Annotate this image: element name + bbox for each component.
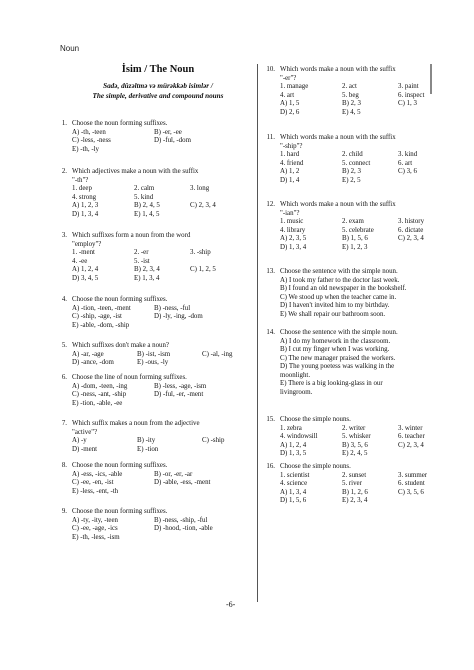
answer-options <box>72 249 257 283</box>
question <box>260 201 440 252</box>
answer-option: 1. music <box>280 218 304 225</box>
option-row <box>280 177 440 186</box>
option-row <box>72 437 257 446</box>
option-row <box>72 211 257 220</box>
answer-options <box>72 129 257 155</box>
question-number: 6. <box>61 374 67 381</box>
answer-options <box>280 218 440 252</box>
option-row <box>280 489 440 498</box>
answer-option: 2. sunset <box>342 471 367 479</box>
question <box>52 120 257 154</box>
answer-option: C) -ee, -age, -ics <box>72 525 118 532</box>
option-row <box>72 359 257 368</box>
question <box>52 462 257 496</box>
answer-option: B) 2, 4, 5 <box>134 202 160 209</box>
answer-option: E) 2, 4, 5 <box>342 450 368 457</box>
option-row <box>72 313 257 322</box>
answer-option: B) I cut my finger when I was working. <box>280 346 390 353</box>
answer-options <box>72 471 257 497</box>
question-number: 8. <box>61 462 67 469</box>
option-row <box>72 266 257 275</box>
option-row <box>280 235 440 244</box>
question-stem <box>260 134 440 151</box>
question-text <box>72 374 257 383</box>
answer-options <box>280 151 440 185</box>
question-text <box>280 416 440 425</box>
question-text-line: "-er"? <box>280 74 297 82</box>
answer-options <box>280 338 440 398</box>
option-row <box>280 372 440 381</box>
question-number: 12. <box>266 201 275 208</box>
option-row <box>72 400 257 409</box>
answer-option: C) 1, 2, 5 <box>190 266 216 273</box>
answer-option: D) -hood, -tion, -able <box>154 525 213 532</box>
answer-option: E) 1, 4, 5 <box>134 210 160 218</box>
answer-option: E) -able, -dom, -ship <box>72 321 130 329</box>
answer-option: 2. act <box>342 83 357 90</box>
question-text-line: "-ian"? <box>280 209 300 217</box>
answer-options <box>72 185 257 219</box>
option-row <box>280 355 440 364</box>
answer-option: D) -ance, -dom <box>72 359 114 366</box>
question <box>52 168 257 219</box>
answer-option: A) I do my homework in the classroom. <box>280 337 391 345</box>
question-text-line: Which words make a noun with the suffix <box>280 134 396 141</box>
answer-option: 3. winter <box>398 424 423 432</box>
answer-option: 6. inspect <box>398 91 425 99</box>
question-number: 5. <box>61 342 67 349</box>
answer-option: 3. kind <box>398 151 418 158</box>
question-number: 4. <box>61 296 67 303</box>
option-row <box>280 160 440 169</box>
question-number: 7. <box>61 420 67 427</box>
question-number: 15. <box>266 416 275 423</box>
option-row <box>280 109 440 118</box>
answer-option: 3. -ship <box>190 249 211 256</box>
question-text <box>72 342 257 351</box>
question-stem <box>52 508 257 517</box>
question-text <box>280 463 440 472</box>
question-text-line: Choose the noun forming suffixes. <box>72 462 168 469</box>
question-stem <box>260 201 440 218</box>
answer-option: 5. -ist <box>134 257 150 265</box>
option-row <box>72 305 257 314</box>
question-text-line: Choose the noun forming suffixes. <box>72 296 168 303</box>
option-row <box>72 202 257 211</box>
option-row <box>280 346 440 355</box>
answer-option: D) 1, 3, 4 <box>280 243 307 251</box>
answer-option: A) -th, -teen <box>72 128 106 136</box>
subtitle-line: The simple, derivative and compound nouns <box>92 91 224 100</box>
question-text-line: Which suffix makes a noun from the adjective <box>72 420 200 427</box>
column-divider <box>257 64 258 602</box>
option-row <box>72 249 257 258</box>
answer-option: 2. child <box>342 151 363 158</box>
answer-option: B) 2, 3 <box>342 100 361 107</box>
answer-option: 4. -ee <box>72 257 88 265</box>
answer-options <box>280 472 440 506</box>
answer-option: E) There is a big looking-glass in our <box>280 380 383 387</box>
answer-option: A) 1, 2, 4 <box>72 266 99 273</box>
answer-option: D) 1, 4 <box>280 176 300 184</box>
question-stem <box>260 329 440 338</box>
option-row <box>72 534 257 543</box>
answer-option: 1. zebra <box>280 424 302 432</box>
answer-options <box>72 351 257 368</box>
question <box>52 374 257 408</box>
question-text-line: Choose the line of noun forming suffixes. <box>72 374 187 381</box>
answer-option: E) -tion <box>137 445 159 453</box>
answer-option: C) We stood up when the teacher came in. <box>280 293 397 301</box>
question-stem <box>52 232 257 249</box>
answer-option: B) -ist, -ism <box>137 350 171 358</box>
question-number: 2. <box>61 168 67 175</box>
option-row <box>280 433 440 442</box>
option-row <box>280 218 440 227</box>
answer-option: C) -less, -ness <box>72 137 111 144</box>
answer-option: A) -tion, -teen, -ment <box>72 304 131 312</box>
question <box>52 420 257 454</box>
answer-option: D) -ful, -dom <box>154 137 191 144</box>
answer-option: B) 1, 2, 6 <box>342 488 368 496</box>
option-row <box>280 100 440 109</box>
answer-option: E) -tion, -able, -ee <box>72 399 123 407</box>
answer-option: C) -ship <box>202 437 225 444</box>
answer-options <box>280 277 440 320</box>
answer-option: A) 1, 2, 3 <box>72 202 99 209</box>
answer-option: A) 1, 5 <box>280 100 300 107</box>
answer-option: B) -ness, -ful <box>154 304 191 312</box>
answer-option: B) 3, 5, 6 <box>342 441 368 449</box>
answer-options <box>280 425 440 459</box>
answer-option: moonlight. <box>280 371 311 379</box>
question-number: 16. <box>266 463 275 470</box>
option-row <box>72 525 257 534</box>
answer-option: 3. history <box>398 218 425 225</box>
option-row <box>280 450 440 459</box>
question-stem <box>260 463 440 472</box>
question-number: 14. <box>266 329 275 336</box>
option-row <box>72 258 257 267</box>
option-row <box>280 83 440 92</box>
question-text <box>280 201 440 218</box>
answer-option: E) 1, 3, 4 <box>134 274 160 282</box>
option-row <box>72 517 257 526</box>
answer-option: A) 1, 2, 4 <box>280 441 307 449</box>
question-stem <box>260 416 440 425</box>
answer-option: 3. summer <box>398 471 428 479</box>
answer-option: D) The young poetess was walking in the <box>280 363 395 370</box>
question-text-line: "active"? <box>72 428 98 436</box>
answer-option: A) -ess, -ics, -able <box>72 470 123 478</box>
answer-option: B) -er, -ee <box>154 128 182 136</box>
running-header: Noun <box>60 44 80 53</box>
question <box>260 134 440 185</box>
answer-option: E) -less, -ent, -th <box>72 487 119 495</box>
answer-option: A) -y <box>72 437 87 444</box>
answer-option: 5. river <box>342 480 362 487</box>
question-text <box>280 66 440 83</box>
answer-option: B) I found an old newspaper in the bookshelf. <box>280 285 407 292</box>
answer-option: B) -less, -age, -ism <box>154 382 207 390</box>
question-stem <box>52 168 257 185</box>
option-row <box>72 322 257 331</box>
question-text <box>72 296 257 305</box>
question-number: 13. <box>266 268 275 275</box>
question-stem <box>52 296 257 305</box>
answer-option: E) -th, -ly <box>72 145 99 153</box>
answer-option: C) 1, 3 <box>398 100 417 107</box>
answer-option: E) -ous, -ly <box>137 359 169 366</box>
answer-option: C) 2, 3, 4 <box>190 202 216 209</box>
answer-option: D) 2, 6 <box>280 108 300 116</box>
answer-option: D) -ful, -er, -ment <box>154 391 204 398</box>
answer-option: B) 1, 5, 6 <box>342 235 368 242</box>
answer-options <box>72 305 257 331</box>
answer-options <box>280 83 440 117</box>
option-row <box>280 92 440 101</box>
option-row <box>280 302 440 311</box>
option-row <box>72 275 257 284</box>
subtitle-line: Sadə, düzəltmə və mürəkkəb isimlər / <box>103 82 213 90</box>
question-text <box>72 168 257 185</box>
answer-option: B) 2, 3 <box>342 168 361 175</box>
page-subtitle <box>60 82 256 101</box>
answer-option: 4. art <box>280 91 295 99</box>
option-row <box>280 389 440 398</box>
question-stem <box>260 268 440 277</box>
answer-option: D) 1, 5, 6 <box>280 497 307 504</box>
question <box>52 232 257 283</box>
answer-option: E) -th, -less, -ism <box>72 533 120 541</box>
question-text-line: "employ"? <box>72 240 102 248</box>
answer-option: C) -ee, -en, -ist <box>72 479 114 486</box>
answer-options <box>72 517 257 543</box>
option-row <box>280 285 440 294</box>
option-row <box>280 442 440 451</box>
option-row <box>280 425 440 434</box>
page-number: -6- <box>226 600 236 609</box>
answer-option: 1. deep <box>72 185 92 192</box>
answer-option: 1. -ment <box>72 249 95 256</box>
answer-option: 1. manage <box>280 83 309 90</box>
answer-option: 2. calm <box>134 185 155 192</box>
question-number: 9. <box>61 508 67 515</box>
question-text <box>72 508 257 517</box>
answer-option: 6. student <box>398 480 425 487</box>
question <box>260 463 440 506</box>
answer-option: E) 2, 5 <box>342 176 361 184</box>
option-row <box>280 151 440 160</box>
question <box>260 329 440 397</box>
option-row <box>72 185 257 194</box>
option-row <box>280 363 440 372</box>
answer-option: 4. library <box>280 226 306 234</box>
option-row <box>72 471 257 480</box>
answer-option: A) -ar, -age <box>72 350 104 358</box>
option-row <box>280 497 440 506</box>
answer-option: D) 1, 3, 4 <box>72 210 99 218</box>
question-text-line: Which words make a noun with the suffix <box>280 201 396 208</box>
question <box>260 416 440 459</box>
option-row <box>280 227 440 236</box>
answer-option: 1. scientist <box>280 471 310 479</box>
question-number: 11. <box>266 134 275 141</box>
question-text <box>72 462 257 471</box>
answer-option: C) 2, 3, 4 <box>398 235 424 242</box>
option-row <box>72 391 257 400</box>
answer-option: 5. connect <box>342 159 371 167</box>
question-stem <box>52 374 257 383</box>
answer-option: A) 2, 3, 5 <box>280 235 307 242</box>
question-stem <box>52 120 257 129</box>
option-row <box>72 479 257 488</box>
answer-option: A) I took my father to the doctor last week. <box>280 276 400 284</box>
question-text-line: Which suffixes form a noun from the word <box>72 232 191 239</box>
answer-option: 3. paint <box>398 83 419 90</box>
option-row <box>280 472 440 481</box>
option-row <box>280 480 440 489</box>
option-row <box>72 446 257 455</box>
answer-option: 5. celebrate <box>342 226 374 234</box>
answer-option: A) -ty, -ity, -teen <box>72 516 118 524</box>
question-stem <box>52 342 257 351</box>
question-text <box>280 329 440 338</box>
option-row <box>72 194 257 203</box>
question-stem <box>52 420 257 437</box>
answer-option: E) 1, 2, 3 <box>342 243 368 251</box>
answer-option: 6. dictate <box>398 226 424 234</box>
answer-option: B) -ity <box>137 437 156 444</box>
option-row <box>280 380 440 389</box>
answer-option: 4. friend <box>280 159 304 167</box>
answer-option: 2. -er <box>134 249 149 256</box>
question-text <box>280 134 440 151</box>
question-text-line: "-ship"? <box>280 142 303 150</box>
answer-option: D) 1, 3, 5 <box>280 450 307 457</box>
question-text-line: Which suffixes don't make a noun? <box>72 342 169 349</box>
answer-option: D) I haven't invited him to my birthday. <box>280 302 390 309</box>
answer-option: A) 1, 2 <box>280 168 300 175</box>
answer-option: E) 2, 3, 4 <box>342 497 368 504</box>
question-text <box>72 420 257 437</box>
answer-option: A) 1, 3, 4 <box>280 488 307 496</box>
answer-options <box>72 437 257 454</box>
question <box>260 66 440 117</box>
answer-option: 6. art <box>398 159 413 167</box>
question <box>52 508 257 542</box>
answer-option: 1. hard <box>280 151 300 158</box>
answer-option: B) 2, 3, 4 <box>134 266 160 273</box>
answer-option: C) 3, 5, 6 <box>398 488 424 496</box>
answer-option: 5. beg <box>342 91 359 99</box>
answer-option: C) The new manager praised the workers. <box>280 354 396 362</box>
answer-option: E) 4, 5 <box>342 108 361 116</box>
question <box>52 342 257 368</box>
question-number: 3. <box>61 232 67 239</box>
question-text-line: Choose the simple nouns. <box>280 416 351 423</box>
answer-option: 6. teacher <box>398 433 425 440</box>
answer-option: 4. windowsill <box>280 433 318 440</box>
question-number: 10. <box>266 66 275 73</box>
answer-option: 2. exam <box>342 218 364 225</box>
option-row <box>280 168 440 177</box>
question-text-line: Which words make a noun with the suffix <box>280 66 396 73</box>
option-row <box>72 488 257 497</box>
question-number: 1. <box>61 120 67 127</box>
answer-option: D) 3, 4, 5 <box>72 274 99 282</box>
option-row <box>280 338 440 347</box>
option-row <box>72 383 257 392</box>
answer-option: C) 2, 3, 4 <box>398 441 424 449</box>
question-text-line: Choose the sentence with the simple noun. <box>280 329 398 336</box>
answer-option: D) -ment <box>72 445 98 453</box>
option-row <box>72 129 257 138</box>
answer-option: D) -ly, -ing, -dom <box>154 313 203 320</box>
answer-option: C) -ship, -age, -ist <box>72 313 122 320</box>
question-text-line: Choose the noun forming suffixes. <box>72 120 168 127</box>
answer-option: A) -dom, -teen, -ing <box>72 382 128 390</box>
question <box>52 296 257 330</box>
option-row <box>72 351 257 360</box>
question-text-line: Which adjectives make a noun with the suffix <box>72 168 199 175</box>
option-row <box>72 146 257 155</box>
question-text-line: Choose the sentence with the simple noun. <box>280 268 398 275</box>
answer-option: E) We shall repair our bathroom soon. <box>280 310 386 318</box>
question <box>260 268 440 319</box>
answer-option: 5. kind <box>134 193 154 201</box>
answer-option: D) -able, -ess, -ment <box>154 479 211 486</box>
answer-option: B) -ness, -ship, -ful <box>154 516 208 524</box>
option-row <box>72 137 257 146</box>
answer-option: B) -or, -er, -ar <box>154 470 193 478</box>
answer-option: 4. strong <box>72 193 97 201</box>
option-row <box>280 311 440 320</box>
question-text-line: "-th"? <box>72 176 89 184</box>
answer-option: 2. writer <box>342 424 366 432</box>
option-row <box>280 294 440 303</box>
answer-option: C) -al, -ing <box>202 350 233 358</box>
question-stem <box>52 462 257 471</box>
answer-option: 5. whisker <box>342 433 371 440</box>
answer-option: livingroom. <box>280 388 313 396</box>
question-stem <box>260 66 440 83</box>
answer-option: C) 3, 6 <box>398 168 417 175</box>
answer-options <box>72 383 257 409</box>
answer-option: 4. science <box>280 480 308 487</box>
answer-option: C) -ness, -ant, -ship <box>72 391 127 398</box>
question-text <box>280 268 440 277</box>
option-row <box>280 244 440 253</box>
question-text <box>72 232 257 249</box>
question-text-line: Choose the simple nouns. <box>280 463 351 470</box>
question-text <box>72 120 257 129</box>
page-title: İsim / The Noun <box>121 64 195 75</box>
answer-option: 3. long <box>190 185 210 192</box>
question-text-line: Choose the noun forming suffixes. <box>72 508 168 515</box>
option-row <box>280 277 440 286</box>
